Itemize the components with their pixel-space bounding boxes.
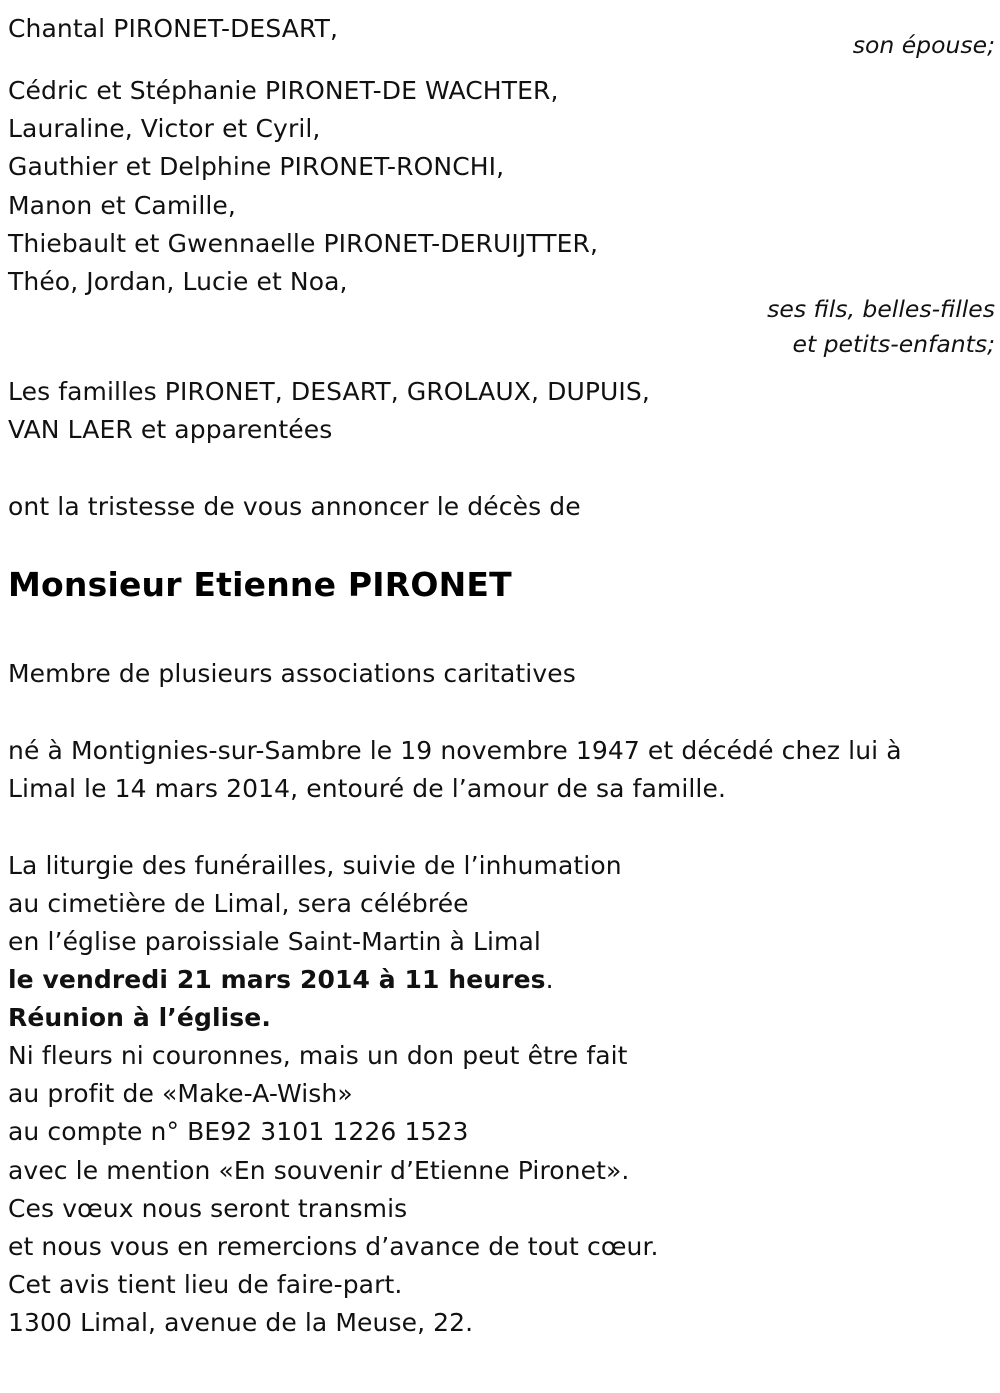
address-line: 1300 Limal, avenue de la Meuse, 22.	[8, 1308, 474, 1337]
funeral-datetime-bold: le vendredi 21 mars 2014 à 11 heures	[8, 965, 546, 994]
spouse-name-line: Chantal PIRONET-DESART,	[8, 14, 339, 43]
child-line-2: Lauraline, Victor et Cyril,	[8, 114, 321, 143]
child-line-3: Gauthier et Delphine PIRONET-RONCHI,	[8, 152, 505, 181]
funeral-line-1: La liturgie des funérailles, suivie de l’inhumation	[8, 851, 622, 880]
child-line-1: Cédric et Stéphanie PIRONET-DE WACHTER,	[8, 76, 559, 105]
birth-death-line-2: Limal le 14 mars 2014, entouré de l’amour de sa famille.	[8, 774, 726, 803]
deceased-name-heading: Monsieur Etienne PIRONET	[8, 565, 512, 604]
closing-line-3: Cet avis tient lieu de faire-part.	[8, 1270, 403, 1299]
families-line-2: VAN LAER et apparentées	[8, 415, 333, 444]
donation-mention-line: avec le mention «En souvenir d’Etienne Pironet».	[8, 1156, 630, 1185]
funeral-line-2: au cimetière de Limal, sera célébrée	[8, 889, 469, 918]
funeral-line-3: en l’église paroissiale Saint-Martin à Limal	[8, 927, 541, 956]
deceased-affiliation: Membre de plusieurs associations caritatives	[8, 659, 576, 688]
child-line-6: Théo, Jordan, Lucie et Noa,	[8, 267, 348, 296]
funeral-datetime-line	[8, 961, 554, 999]
child-line-4: Manon et Camille,	[8, 191, 236, 220]
child-line-5: Thiebault et Gwennaelle PIRONET-DERUIJTTER,	[8, 229, 599, 258]
children-relation-label-line-1: ses fils, belles-filles	[767, 295, 995, 323]
announcement-intro: ont la tristesse de vous annoncer le décès de	[8, 492, 581, 521]
donation-line-2: au profit de «Make-A-Wish»	[8, 1079, 353, 1108]
donation-line-1: Ni fleurs ni couronnes, mais un don peut être fait	[8, 1041, 628, 1070]
spouse-relation-label: son épouse;	[852, 31, 995, 59]
birth-death-line-1: né à Montignies-sur-Sambre le 19 novembre 1947 et décédé chez lui à	[8, 736, 902, 765]
children-relation-label-line-2: et petits-enfants;	[792, 330, 995, 358]
closing-line-1: Ces vœux nous seront transmis	[8, 1194, 408, 1223]
closing-line-2: et nous vous en remercions d’avance de tout cœur.	[8, 1232, 659, 1261]
families-line-1: Les familles PIRONET, DESART, GROLAUX, DUPUIS,	[8, 377, 650, 406]
donation-account-line: au compte n° BE92 3101 1226 1523	[8, 1117, 469, 1146]
funeral-datetime-period: .	[545, 965, 554, 994]
funeral-gathering-line: Réunion à l’église.	[8, 1003, 271, 1032]
